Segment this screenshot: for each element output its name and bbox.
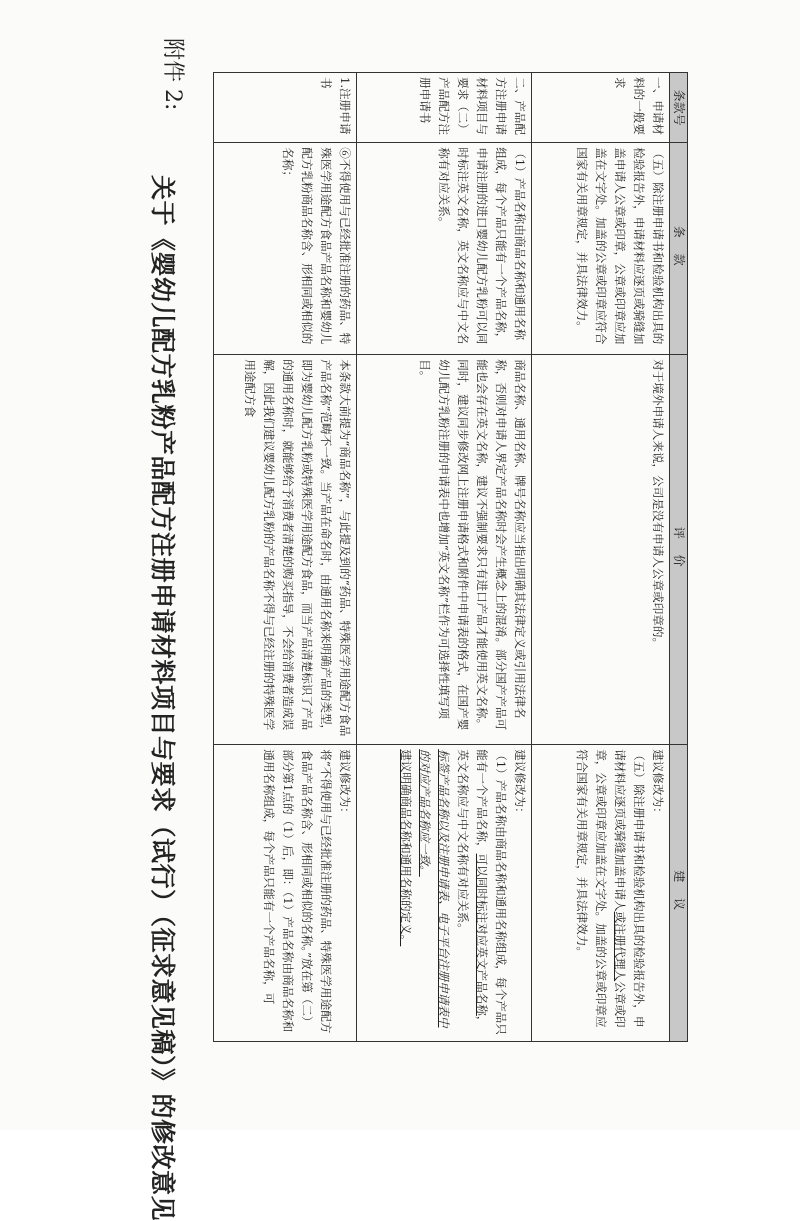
row3-number: 1.注册申请书 <box>214 73 357 143</box>
row3-suggestion-intro: 建议修改为： <box>338 749 352 819</box>
row1-suggestion <box>532 745 670 1042</box>
table-row <box>532 73 670 1042</box>
row2-suggestion-underlined: 可以同时标注对应英文产品名称 <box>475 853 489 1016</box>
row3-suggestion-text: 将“不得使用与已经批准注册的药品、特殊医学用途配方食品产品名称含、形相同或相似的名称。”放在第（二）部分第1点的（1）后，即：（1）产品名称由商品名称和通用名称组成，每个产品只能有一个产品名称，可 <box>262 749 333 1034</box>
header-suggestion: 建 议 <box>670 745 688 1042</box>
row2-suggestion-definition-note: 建议明确商品名称和通用名称的定义。 <box>399 749 413 947</box>
row3-comment: 本条款大前提为“商品名称”，与此提及到的“药品、特殊医学用途配方食品产品名称”范畴不一致。当产品在命名时，由通用名称来明确产品的类型，即为婴幼儿配方乳粉或特殊医学用途配方食品，而当产品清楚标识了产品的通用名称时，就能够给予消费者清楚的购买指导，不会给消费者造成误解，因此我们建议婴幼儿配方乳粉的产品名称不得与已经注册的特殊医学用途配方食 <box>214 355 357 745</box>
table-row <box>357 73 532 1042</box>
row1-suggestion-intro: 建议修改为： <box>651 749 665 819</box>
header-clause-number: 条款号 <box>670 73 688 143</box>
row1-comment: 对于境外申请人来说，公司是没有申请人公章或印章的。 <box>532 355 670 745</box>
row2-clause: （1）产品名称由商品名称和通用名称组成，每个产品只能有一个产品名称，申请注册的进口婴幼儿配方乳粉可以同时标注英文名称，英文名称应与中文名称有对应关系。 <box>357 143 532 355</box>
header-clause: 条 款 <box>670 143 688 355</box>
row1-number: 一、申请材料的一般要求 <box>532 73 670 143</box>
table-header-row <box>670 73 688 1042</box>
document-title: 关于《婴幼儿配方乳粉产品配方注册申请材料项目与要求（试行）（征求意见稿）》的修改意见 <box>148 175 177 1221</box>
header-comment: 评 价 <box>670 355 688 745</box>
row2-suggestion-label-note: 标签产品名称以及注册申请表、电子平台注册申请表中的对应产品名称应一致。 <box>418 749 451 1028</box>
row2-comment: 商品名称、通用名称、牌号名称应当指出明确其法律定义或引用法律名称，否则对申请人界定产品名称时会产生概念上的混淆。部分国产产品可能也会存在英文名称，建议不强制要求只有进口产品才能使用英文名称。同时，建议同步修改网上注册申请格式和附件中申请表的格式，在国产婴幼儿配方乳粉注册的申请表中也增加“英文名称”栏作为可选择性填写项目。 <box>357 355 532 745</box>
attachment-label: 附件 2: <box>160 38 185 111</box>
row2-suggestion-text: （1）产品名称由商品名称和通用名称组成，每个产品只能有一个产品名称，可以同时标注对应英文产品名称，英文名称应与中文名称有对应关系。 <box>456 749 508 1035</box>
row3-clause: ⑥不得使用与已经批准注册的药品、特殊医学用途配方食品产品名称和婴幼儿配方乳粉商品名称含、形相同或相似的名称； <box>214 143 357 355</box>
row2-number: 二、产品配方注册申请材料项目与要求（二）产品配方注册申请书 <box>357 73 532 143</box>
table-row <box>214 73 357 1042</box>
row1-clause: （五）除注册申请书和检验机构出具的检验报告外，申请材料应逐页或骑缝加盖申请人公章或印章，公章或印章应加盖在文字处。加盖的公章或印章应符合国家有关用章规定，并具法律效力。 <box>532 143 670 355</box>
row2-suggestion-intro: 建议修改为： <box>513 749 527 819</box>
row1-suggestion-underlined: 或注册代理人 <box>613 911 627 982</box>
comments-table <box>213 72 688 1042</box>
row3-suggestion <box>214 745 357 1042</box>
row1-suggestion-text: （五）除注册申请书和检验机构出具的检验报告外，申请材料应逐页或骑缝加盖申请人或注册代理人公章或印章，公章或印章应加盖在文字处。加盖的公章或印章应符合国家有关用章规定，并具法律效力。 <box>575 749 646 1028</box>
row2-suggestion <box>357 745 532 1042</box>
